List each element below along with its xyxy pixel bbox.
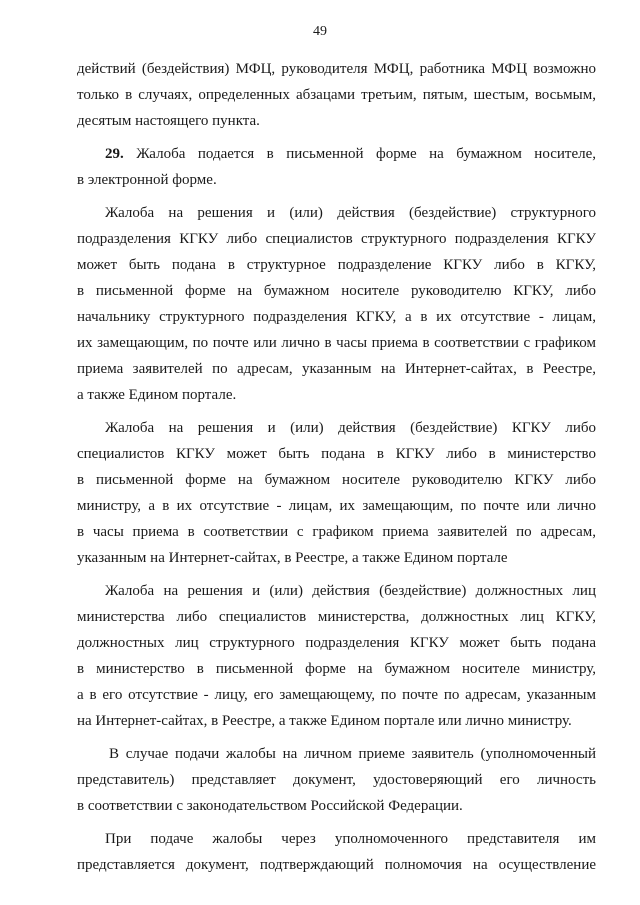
text-line: а также Едином портале.: [77, 387, 237, 403]
text-line: в часы приема в соответствии с графиком приема заявителей по адресам,: [77, 524, 596, 540]
text-line: приема заявителей по адресам, указанным на Интернет-сайтах, в Реестре,: [77, 361, 596, 377]
item-number: 29.: [105, 146, 124, 162]
text-line: а в его отсутствие - лицу, его замещающему, по почте по адресам, указанным: [77, 687, 596, 703]
paragraph: [77, 415, 596, 571]
text-line: в письменной форме на бумажном носителе руководителю КГКУ, либо: [77, 283, 596, 299]
text-line: [77, 141, 596, 167]
text-line: указанным на Интернет-сайтах, в Реестре, а также Едином портале: [77, 550, 508, 566]
text-line: в электронной форме.: [77, 172, 217, 188]
text-fragment: Жалоба подается в письменной форме на бумажном носителе,: [123, 146, 596, 162]
text-line: представитель) представляет документ, удостоверяющий его личность: [77, 772, 596, 788]
text-line: начальнику структурного подразделения КГКУ, а в их отсутствие - лицам,: [77, 309, 596, 325]
text-line: министру, а в их отсутствие - лицам, их замещающим, по почте или лично: [77, 498, 596, 514]
document-body: [77, 56, 596, 878]
text-line: При подаче жалобы через уполномоченного представителя им: [105, 831, 596, 847]
paragraph-item-29: [77, 141, 596, 193]
page-number: 49: [313, 24, 327, 39]
text-line: на Интернет-сайтах, в Реестре, а также Едином портале или лично министру.: [77, 713, 572, 729]
paragraph: [77, 578, 596, 734]
text-line: может быть подана в структурное подразделение КГКУ либо в КГКУ,: [77, 257, 596, 273]
text-line: в министерство в письменной форме на бумажном носителе министру,: [77, 661, 596, 677]
paragraph: [77, 741, 596, 819]
text-line: только в случаях, определенных абзацами третьим, пятым, шестым, восьмым,: [77, 87, 596, 103]
paragraph: [77, 56, 596, 134]
text-line: Жалоба на решения и (или) действия (бездействие) должностных лиц: [105, 583, 596, 599]
text-line: представляется документ, подтверждающий полномочия на осуществление: [77, 857, 596, 873]
text-line: их замещающим, по почте или лично в часы приема в соответствии с графиком: [77, 335, 596, 351]
text-line: Жалоба на решения и (или) действия (бездействие) КГКУ либо: [105, 420, 596, 436]
paragraph: [77, 200, 596, 408]
text-line: В случае подачи жалобы на личном приеме заявитель (уполномоченный: [109, 746, 596, 762]
text-line: подразделения КГКУ либо специалистов структурного подразделения КГКУ: [77, 231, 596, 247]
text-line: специалистов КГКУ может быть подана в КГКУ либо в министерство: [77, 446, 596, 462]
text-line: в письменной форме на бумажном носителе руководителю КГКУ либо: [77, 472, 596, 488]
paragraph: [77, 826, 596, 878]
text-line: десятым настоящего пункта.: [77, 113, 260, 129]
text-line: министерства либо специалистов министерства, должностных лиц КГКУ,: [77, 609, 596, 625]
text-line: в соответствии с законодательством Российской Федерации.: [77, 798, 463, 814]
text-line: Жалоба на решения и (или) действия (бездействие) структурного: [105, 205, 596, 221]
text-line: должностных лиц структурного подразделения КГКУ может быть подана: [77, 635, 596, 651]
text-line: действий (бездействия) МФЦ, руководителя МФЦ, работника МФЦ возможно: [77, 61, 596, 77]
